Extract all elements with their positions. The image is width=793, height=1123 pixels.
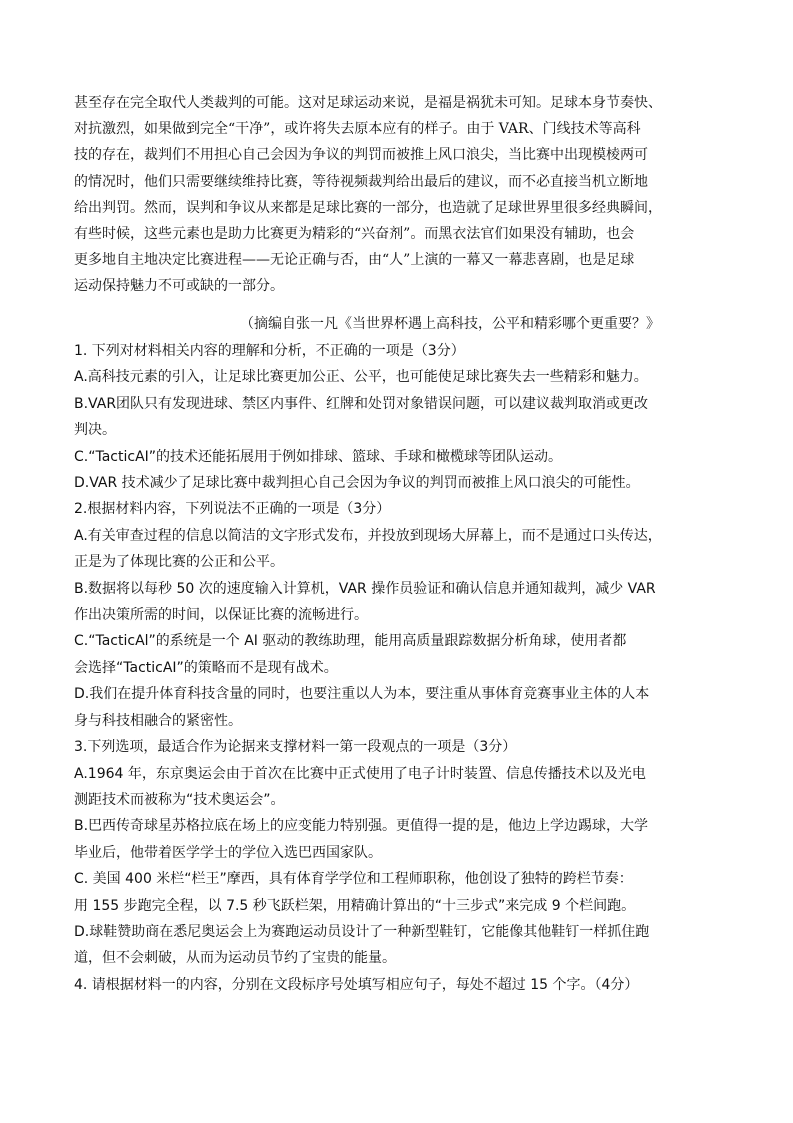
question-stem: 2.根据材料内容，下列说法不正确的一项是（3分） [74,501,391,518]
option-line: 测距技术而被称为“技术奥运会”。 [74,791,285,808]
answer-option [74,919,726,972]
passage-line: 技的存在，裁判们不用担心自己会因为争议的判罚而被推上风口浪尖，当比赛中出现模棱两可 [74,147,648,164]
option-line: 毕业后，他带着医学学士的学位入选巴西国家队。 [74,844,382,861]
question-stem: 3.下列选项，最适合作为论据来支撑材料一第一段观点的一项是（3分） [74,739,517,756]
option-line: C.“TacticAl”的系统是一个 AI 驱动的教练助理，能用高质量跟踪数据分析角球，使用者都 [74,633,627,650]
option-line: 用 155 步跑完全程，以 7.5 秒飞跃栏架，用精确计算出的“十三步式”来完成 9 个栏间跑。 [74,897,636,914]
option-line: 正是为了体现比赛的公正和公平。 [74,554,284,571]
answer-option [74,444,726,470]
option-line: C.“TacticAI”的技术还能拓展用于例如排球、篮球、手球和橄榄球等团队运动。 [74,448,563,465]
passage-line: 的情况时，他们只需要继续维持比赛，等待视频裁判给出最后的建议，而不必直接当机立断地 [74,173,648,190]
option-line: 道，但不会刺破，从而为运动员节约了宝贵的能量。 [74,950,396,967]
option-line: A.高科技元素的引入，让足球比赛更加公正、公平，也可能使足球比赛失去一些精彩和魅力。 [74,369,648,386]
answer-option [74,761,726,814]
answer-option [74,391,726,444]
question-list [74,338,726,998]
passage-line: 有些时候，这些元素也是助力比赛更为精彩的“兴奋剂”。而黑衣法官们如果没有辅助，也会 [74,226,635,243]
option-line: D.球鞋赞助商在悉尼奥运会上为赛跑运动员设计了一种新型鞋钉，它能像其他鞋钉一样抓住跑 [74,923,650,940]
passage-line: 甚至存在完全取代人类裁判的可能。这对足球运动来说，是福是祸犹未可知。足球本身节奏快、 [74,95,662,111]
passage-line: 给出判罚。然而，误判和争议从来都是足球比赛的一部分，也造就了足球世界里很多经典瞬间， [74,199,662,216]
option-line: A.有关审查过程的信息以简洁的文字形式发布，并投放到现场大屏幕上，而不是通过口头传达， [74,527,662,544]
answer-option [74,866,726,919]
answer-option [74,576,726,629]
answer-option [74,681,726,734]
option-line: B.数据将以每秒 50 次的速度输入计算机，VAR 操作员验证和确认信息并通知裁判，减少 VAR [74,580,656,597]
option-line: A.1964 年，东京奥运会由于首次在比赛中正式使用了电子计时装置、信息传播技术以及光电 [74,765,646,782]
option-line: B.巴西传奇球星苏格拉底在场上的应变能力特别强。更值得一提的是，他边上学边踢球，大学 [74,818,649,835]
passage-line: 更多地自主地决定比赛进程——无论正确与否，由“人”上演的一幕又一幕悲喜剧，也是足球 [74,252,635,269]
passage-line: 运动保持魅力不可或缺的一部分。 [74,278,284,295]
question-stem: 1. 下列对材料相关内容的理解和分析，不正确的一项是（3分） [74,343,465,359]
option-line: B.VAR团队只有发现进球、禁区内事件、红牌和处罚对象错误问题，可以建议裁判取消或更改 [74,395,649,412]
passage-line: 对抗激烈，如果做到完全“干净”，或许将失去原本应有的样子。由于 VAR、门线技术等高科 [74,121,641,138]
option-line: 判决。 [74,422,116,439]
answer-option [74,523,726,576]
option-line: D.VAR 技术减少了足球比赛中裁判担心自己会因为争议的判罚而被推上风口浪尖的可能性。 [74,475,640,492]
answer-option [74,470,726,496]
answer-option [74,628,726,681]
answer-option [74,364,726,390]
answer-option [74,813,726,866]
option-line: 会选择“TacticAI”的策略而不是现有战术。 [74,659,338,676]
option-line: D.我们在提升体育科技含量的同时，也要注重以人为本，要注重从事体育竞赛事业主体的人本 [74,686,650,703]
option-line: C. 美国 400 米栏“栏王”摩西，具有体育学学位和工程师职称，他创设了独特的跨栏节奏： [74,871,633,888]
option-line: 作出决策所需的时间，以保证比赛的流畅进行。 [74,607,368,624]
option-line: 身与科技相融合的紧密性。 [74,712,242,729]
reading-passage [74,90,726,300]
question-stem: 4. 请根据材料一的内容，分别在文段标序号处填写相应句子，每处不超过 15 个字。（4分） [74,976,639,993]
passage-source: （摘编自张一凡《当世界杯遇上高科技，公平和精彩哪个更重要？》 [240,316,660,332]
